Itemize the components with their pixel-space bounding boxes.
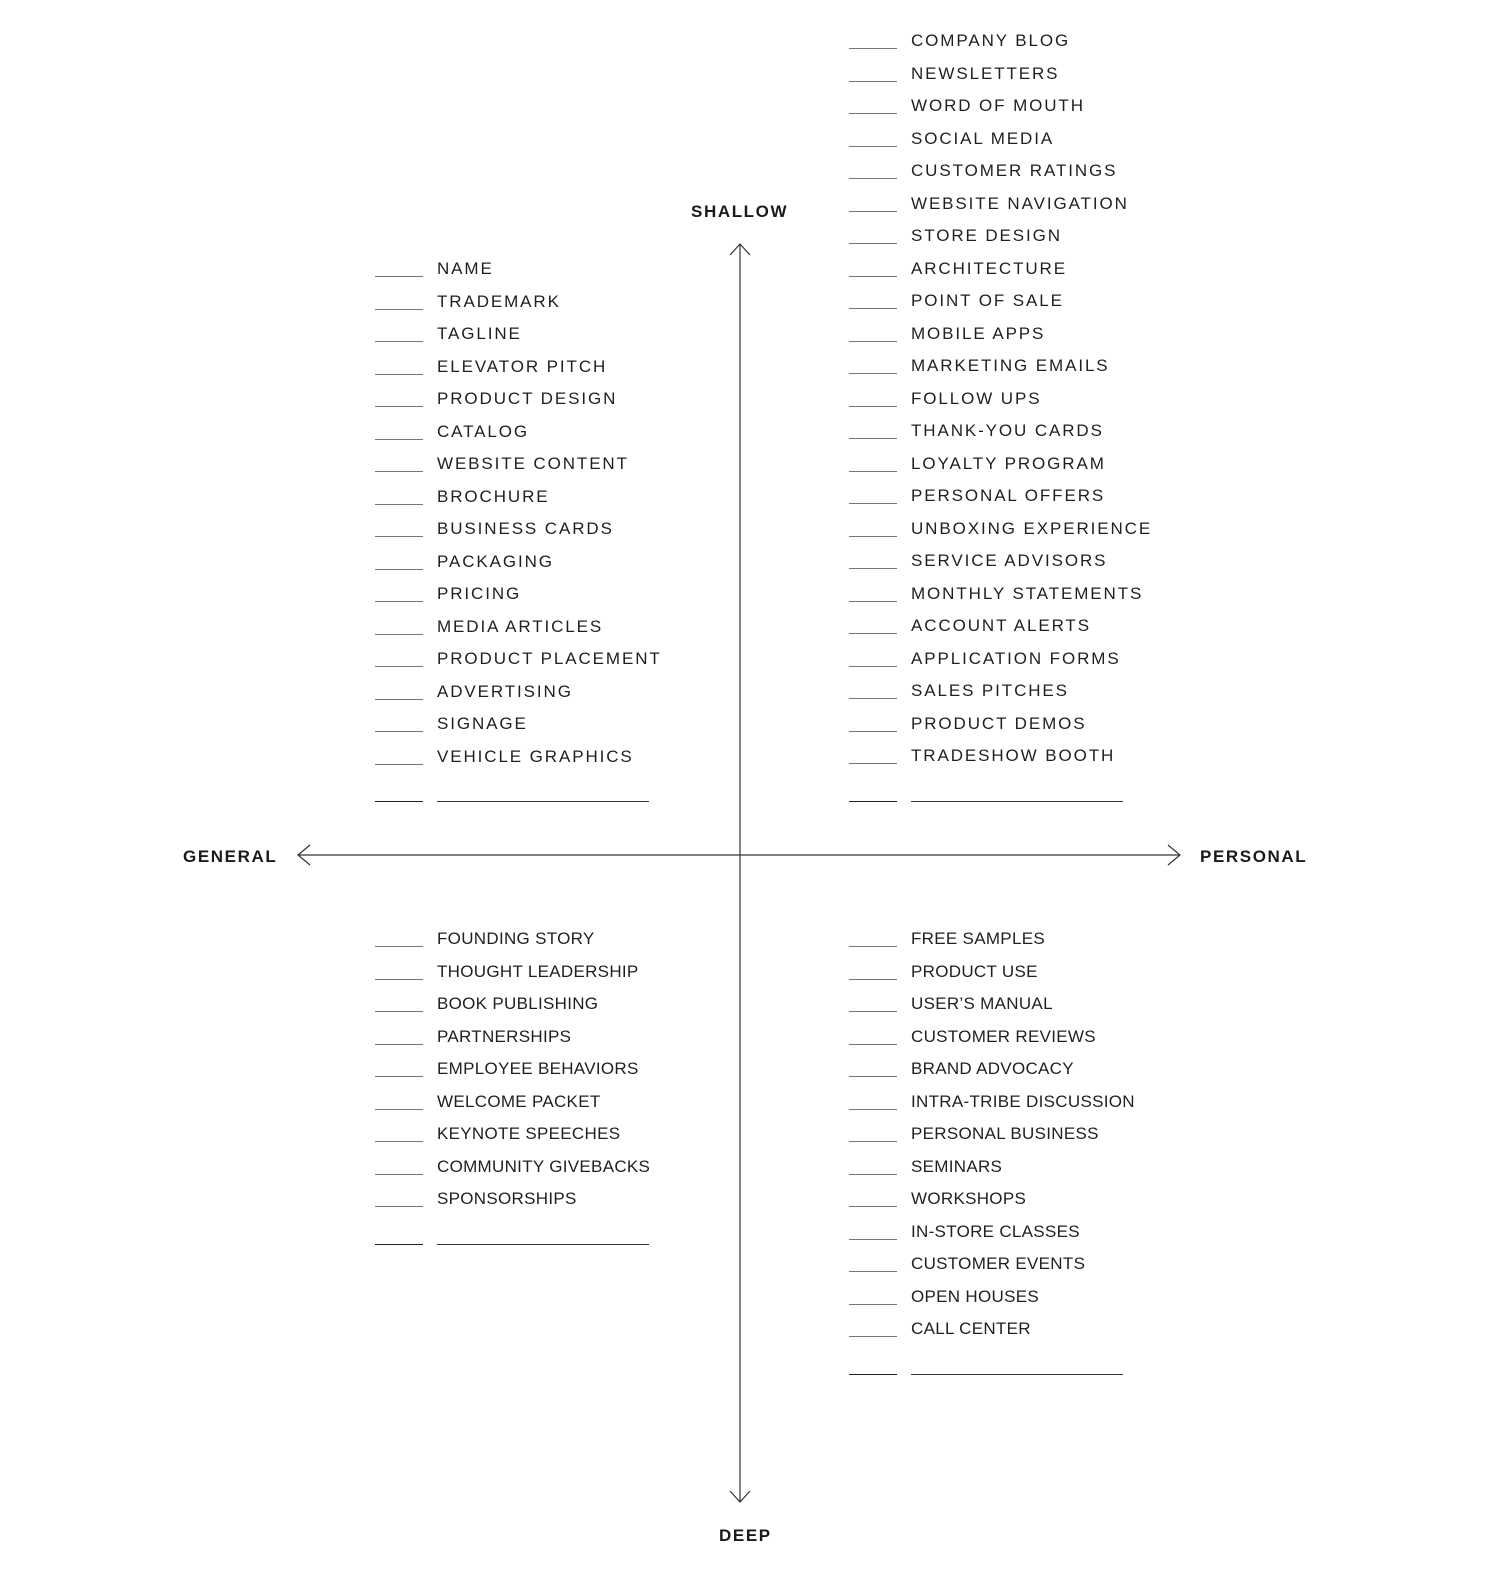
- list-item-label: CATALOG: [437, 421, 530, 441]
- list-item-label: ARCHITECTURE: [911, 258, 1067, 278]
- checkbox-line[interactable]: [375, 1244, 423, 1245]
- list-item: [375, 519, 775, 552]
- list-item-label: IN-STORE CLASSES: [911, 1221, 1080, 1241]
- checkbox-line[interactable]: [849, 1109, 897, 1110]
- list-item: [849, 962, 1249, 995]
- list-item: [375, 649, 775, 682]
- list-item: [849, 291, 1249, 324]
- list-item: [849, 929, 1249, 962]
- checkbox-line[interactable]: [849, 146, 897, 147]
- list-item-label: CUSTOMER REVIEWS: [911, 1026, 1096, 1046]
- list-item: [849, 1222, 1249, 1255]
- list-item: [849, 356, 1249, 389]
- list-item-label: MEDIA ARTICLES: [437, 616, 604, 636]
- checkbox-line[interactable]: [849, 536, 897, 537]
- list-item-label: POINT OF SALE: [911, 291, 1064, 310]
- list-item-label: WORD OF MOUTH: [911, 96, 1085, 115]
- list-item-label: SIGNAGE: [437, 714, 528, 733]
- checkbox-line[interactable]: [849, 1011, 897, 1012]
- list-item: [375, 292, 775, 325]
- list-item-label: WORKSHOPS: [911, 1189, 1027, 1208]
- checkbox-line[interactable]: [849, 276, 897, 277]
- list-item: [849, 681, 1249, 714]
- list-item: [375, 389, 775, 422]
- checkbox-line[interactable]: [849, 731, 897, 732]
- checkbox-line[interactable]: [375, 1011, 423, 1012]
- list-item: [849, 1319, 1249, 1352]
- axis-label-personal: PERSONAL: [1200, 847, 1308, 866]
- list-item: [849, 714, 1249, 747]
- list-item: [375, 994, 775, 1027]
- list-item: [849, 649, 1249, 682]
- checkbox-line[interactable]: [849, 1304, 897, 1305]
- list-item-label: ELEVATOR PITCH: [437, 356, 608, 376]
- checkbox-line[interactable]: [375, 634, 423, 635]
- checkbox-line[interactable]: [375, 979, 423, 980]
- list-item-label: SOCIAL MEDIA: [911, 128, 1055, 148]
- list-item: [375, 487, 775, 520]
- list-item-label: OPEN HOUSES: [911, 1286, 1039, 1306]
- list-item-label: INTRA-TRIBE DISCUSSION: [911, 1091, 1135, 1111]
- list-item: [375, 259, 775, 292]
- checkbox-line[interactable]: [375, 439, 423, 440]
- checkbox-line[interactable]: [375, 504, 423, 505]
- list-item: [375, 1092, 775, 1125]
- list-item: [849, 96, 1249, 129]
- blank-entry-row: [375, 1227, 775, 1260]
- list-item: [849, 486, 1249, 519]
- list-item-label: USER’S MANUAL: [911, 994, 1053, 1013]
- list-item: [849, 324, 1249, 357]
- checkbox-line[interactable]: [375, 374, 423, 375]
- checkbox-line[interactable]: [375, 536, 423, 537]
- list-item-label: ACCOUNT ALERTS: [911, 616, 1091, 635]
- list-item-label: STORE DESIGN: [911, 226, 1062, 245]
- checkbox-line[interactable]: [849, 373, 897, 374]
- checkbox-line[interactable]: [375, 1174, 423, 1175]
- list-item: [375, 357, 775, 390]
- list-item: [375, 552, 775, 585]
- list-item-label: PACKAGING: [437, 551, 554, 571]
- list-item-label: MONTHLY STATEMENTS: [911, 583, 1144, 603]
- list-item-label: NAME: [437, 259, 494, 278]
- checkbox-line[interactable]: [849, 1374, 897, 1375]
- checkbox-line[interactable]: [849, 946, 897, 947]
- list-item: [849, 519, 1249, 552]
- checkbox-line[interactable]: [375, 801, 423, 802]
- list-item-label: SERVICE ADVISORS: [911, 551, 1108, 570]
- list-item-label: BRAND ADVOCACY: [911, 1059, 1074, 1078]
- list-item-label: KEYNOTE SPEECHES: [437, 1124, 621, 1143]
- list-item-label: UNBOXING EXPERIENCE: [911, 518, 1153, 538]
- checkbox-line[interactable]: [849, 341, 897, 342]
- list-item: [849, 226, 1249, 259]
- list-item: [375, 929, 775, 962]
- list-item-label: TRADESHOW BOOTH: [911, 746, 1116, 765]
- list-item: [849, 161, 1249, 194]
- checkbox-line[interactable]: [849, 763, 897, 764]
- checkbox-line[interactable]: [849, 81, 897, 82]
- list-item: [849, 129, 1249, 162]
- checkbox-line[interactable]: [375, 666, 423, 667]
- list-item: [375, 454, 775, 487]
- list-item-label: VEHICLE GRAPHICS: [437, 746, 634, 766]
- list-item-label: EMPLOYEE BEHAVIORS: [437, 1059, 639, 1078]
- list-item: [375, 1124, 775, 1157]
- list-item-label: MOBILE APPS: [911, 323, 1046, 343]
- list-item: [849, 421, 1249, 454]
- checkbox-line[interactable]: [849, 308, 897, 309]
- checkbox-line[interactable]: [849, 568, 897, 569]
- list-item-label: APPLICATION FORMS: [911, 648, 1121, 668]
- checkbox-line[interactable]: [849, 48, 897, 49]
- checkbox-line[interactable]: [849, 1271, 897, 1272]
- list-item-label: THOUGHT LEADERSHIP: [437, 961, 639, 981]
- checkbox-line[interactable]: [849, 1336, 897, 1337]
- checkbox-line[interactable]: [375, 1141, 423, 1142]
- list-item-label: SALES PITCHES: [911, 681, 1069, 700]
- list-item: [849, 584, 1249, 617]
- checkbox-line[interactable]: [375, 1206, 423, 1207]
- list-item-label: ADVERTISING: [437, 681, 573, 701]
- list-item: [375, 1189, 775, 1222]
- list-item: [375, 747, 775, 780]
- list-item: [375, 682, 775, 715]
- list-item-label: SEMINARS: [911, 1156, 1003, 1176]
- checkbox-line[interactable]: [375, 1076, 423, 1077]
- list-item: [849, 551, 1249, 584]
- list-item: [849, 1157, 1249, 1190]
- checkbox-line[interactable]: [849, 1076, 897, 1077]
- list-item: [849, 454, 1249, 487]
- checkbox-line[interactable]: [849, 471, 897, 472]
- list-item-label: PRICING: [437, 584, 522, 603]
- list-item-label: NEWSLETTERS: [911, 63, 1060, 83]
- list-item: [849, 616, 1249, 649]
- list-item-label: PRODUCT DEMOS: [911, 713, 1087, 733]
- list-item-label: TRADEMARK: [437, 291, 561, 311]
- list-item-label: WEBSITE NAVIGATION: [911, 193, 1129, 213]
- list-item-label: PRODUCT USE: [911, 961, 1038, 981]
- list-item: [849, 1092, 1249, 1125]
- checkbox-line[interactable]: [375, 406, 423, 407]
- list-item-label: FOLLOW UPS: [911, 388, 1042, 408]
- checkbox-line[interactable]: [849, 438, 897, 439]
- checkbox-line[interactable]: [849, 633, 897, 634]
- list-item-label: BROCHURE: [437, 486, 550, 506]
- checkbox-line[interactable]: [849, 406, 897, 407]
- list-item: [375, 1059, 775, 1092]
- list-item-label: SPONSORSHIPS: [437, 1189, 577, 1208]
- list-item: [849, 1254, 1249, 1287]
- list-item: [849, 1287, 1249, 1320]
- axis-label-deep: DEEP: [719, 1526, 772, 1545]
- list-item-label: THANK-YOU CARDS: [911, 421, 1104, 440]
- list-item-label: PRODUCT DESIGN: [437, 389, 618, 408]
- list-item-label: PRODUCT PLACEMENT: [437, 649, 662, 668]
- checkbox-line[interactable]: [849, 1206, 897, 1207]
- checkbox-line[interactable]: [375, 1109, 423, 1110]
- list-item-label: LOYALTY PROGRAM: [911, 453, 1106, 473]
- checkbox-line[interactable]: [849, 601, 897, 602]
- write-in-line[interactable]: [911, 1374, 1123, 1375]
- blank-entry-row: [849, 1357, 1249, 1390]
- checkbox-line[interactable]: [849, 801, 897, 802]
- list-item: [375, 324, 775, 357]
- list-item: [849, 259, 1249, 292]
- checkbox-line[interactable]: [375, 699, 423, 700]
- list-item-label: CALL CENTER: [911, 1319, 1031, 1338]
- list-item-label: BUSINESS CARDS: [437, 519, 614, 538]
- checkbox-line[interactable]: [849, 503, 897, 504]
- checkbox-line[interactable]: [849, 1044, 897, 1045]
- axis-label-shallow: SHALLOW: [691, 202, 789, 221]
- list-item: [849, 389, 1249, 422]
- checkbox-line[interactable]: [375, 946, 423, 947]
- list-item: [849, 31, 1249, 64]
- list-item-label: CUSTOMER EVENTS: [911, 1254, 1086, 1273]
- blank-entry-row: [849, 784, 1249, 817]
- checkbox-line[interactable]: [375, 601, 423, 602]
- list-item-label: WELCOME PACKET: [437, 1091, 601, 1111]
- list-item-label: FREE SAMPLES: [911, 929, 1045, 948]
- checkbox-line[interactable]: [849, 698, 897, 699]
- list-item: [849, 746, 1249, 779]
- list-item: [849, 194, 1249, 227]
- list-item: [849, 994, 1249, 1027]
- list-item: [375, 584, 775, 617]
- checkbox-line[interactable]: [849, 666, 897, 667]
- list-item-label: MARKETING EMAILS: [911, 356, 1110, 375]
- blank-entry-row: [375, 784, 775, 817]
- checkbox-line[interactable]: [849, 1141, 897, 1142]
- list-item-label: PERSONAL OFFERS: [911, 486, 1106, 505]
- checkbox-line[interactable]: [849, 113, 897, 114]
- list-item-label: COMPANY BLOG: [911, 31, 1071, 50]
- checkbox-line[interactable]: [849, 1174, 897, 1175]
- checkbox-line[interactable]: [375, 276, 423, 277]
- checkbox-line[interactable]: [849, 178, 897, 179]
- write-in-line[interactable]: [911, 801, 1123, 802]
- write-in-line[interactable]: [437, 1244, 649, 1245]
- checkbox-line[interactable]: [849, 211, 897, 212]
- list-item: [375, 962, 775, 995]
- list-item: [849, 1059, 1249, 1092]
- checkbox-line[interactable]: [375, 341, 423, 342]
- checkbox-line[interactable]: [375, 309, 423, 310]
- list-item-label: TAGLINE: [437, 324, 522, 343]
- checkbox-line[interactable]: [849, 979, 897, 980]
- list-item: [375, 422, 775, 455]
- list-item: [375, 1027, 775, 1060]
- checkbox-line[interactable]: [375, 764, 423, 765]
- list-item: [375, 617, 775, 650]
- list-item: [375, 714, 775, 747]
- list-item: [375, 1157, 775, 1190]
- checkbox-line[interactable]: [375, 1044, 423, 1045]
- checkbox-line[interactable]: [375, 569, 423, 570]
- write-in-line[interactable]: [437, 801, 649, 802]
- list-item: [849, 64, 1249, 97]
- list-item-label: WEBSITE CONTENT: [437, 454, 629, 473]
- list-item-label: CUSTOMER RATINGS: [911, 161, 1118, 180]
- list-item-label: BOOK PUBLISHING: [437, 994, 599, 1013]
- list-item-label: PARTNERSHIPS: [437, 1026, 572, 1046]
- checkbox-line[interactable]: [375, 731, 423, 732]
- checkbox-line[interactable]: [375, 471, 423, 472]
- axis-label-general: GENERAL: [183, 847, 278, 866]
- checkbox-line[interactable]: [849, 1239, 897, 1240]
- list-item-label: PERSONAL BUSINESS: [911, 1124, 1099, 1143]
- list-item-label: COMMUNITY GIVEBACKS: [437, 1156, 651, 1176]
- list-item-label: FOUNDING STORY: [437, 929, 595, 948]
- list-item: [849, 1027, 1249, 1060]
- list-item: [849, 1124, 1249, 1157]
- list-item: [849, 1189, 1249, 1222]
- checkbox-line[interactable]: [849, 243, 897, 244]
